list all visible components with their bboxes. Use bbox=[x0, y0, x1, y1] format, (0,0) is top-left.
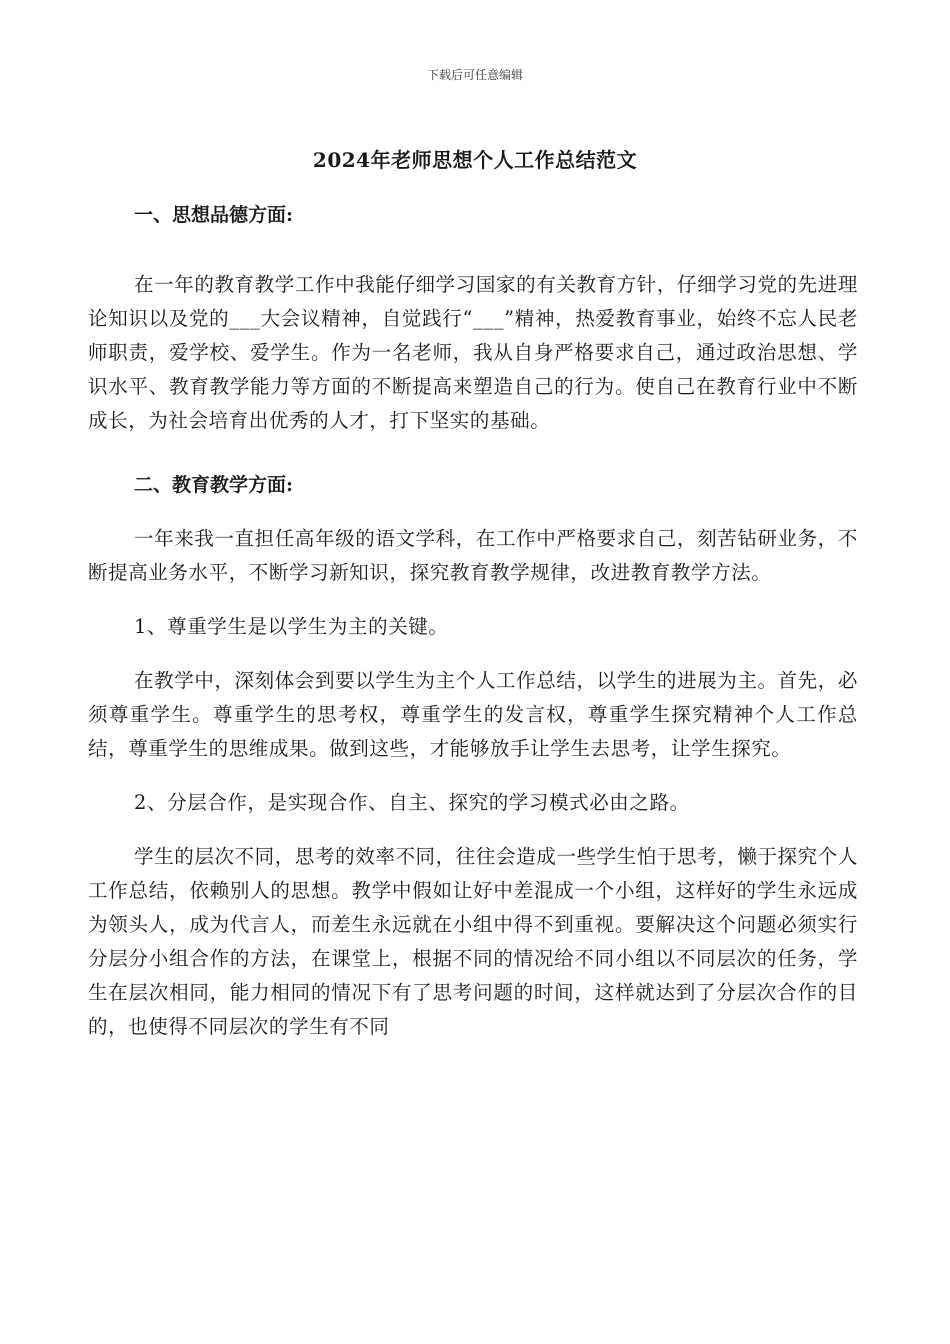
point2-title: 2、分层合作，是实现合作、自主、探究的学习模式必由之路。 bbox=[134, 791, 690, 814]
document-title: 2024年老师思想个人工作总结范文 bbox=[312, 148, 638, 172]
page-header-note: 下载后可任意编辑 bbox=[426, 68, 523, 82]
section2-intro: 一年来我一直担任高年级的语文学科，在工作中严格要求自己，刻苦钻研业务，不断提高业务水平，不断学习新知识，探究教育教学规律，改进教育教学方法。 bbox=[88, 527, 858, 584]
section2-heading: 二、教育教学方面: bbox=[134, 474, 294, 496]
point1-body: 在教学中，深刻体会到要以学生为主个人工作总结，以学生的进展为主。首先，必须尊重学生。尊重学生的思考权，尊重学生的发言权，尊重学生探究精神个人工作总结，尊重学生的思维成果。做到这些，才能够放手让学生去思考，让学生探究。 bbox=[88, 669, 858, 760]
point1-title: 1、尊重学生是以学生为主的关键。 bbox=[134, 615, 449, 638]
point2-body: 学生的层次不同，思考的效率不同，往往会造成一些学生怕于思考，懒于探究个人工作总结，依赖别人的思想。教学中假如让好中差混成一个小组，这样好的学生永远成为领头人，成为代言人，而差生永远就在小组中得不到重视。要解决这个问题必须实行分层分小组合作的方法，在课堂上，根据不同的情况给不同小组以不同层次的任务，学生在层次相同，能力相同的情况下有了思考问题的时间，这样就达到了分层次合作的目的，也使得不同层次的学生有不同 bbox=[88, 845, 858, 1038]
section1-paragraph: 在一年的教育教学工作中我能仔细学习国家的有关教育方针，仔细学习党的先进理论知识以及党的___大会议精神，自觉践行“___”精神，热爱教育事业，始终不忘人民老师职责，爱学校、爱学生。作为一名老师，我从自身严格要求自己，通过政治思想、学识水平、教育教学能力等方面的不断提高来塑造自己的行为。使自己在教育行业中不断成长，为社会培育出优秀的人才，打下坚实的基础。 bbox=[88, 273, 858, 432]
section1-heading: 一、思想品德方面: bbox=[134, 204, 294, 226]
document-body bbox=[88, 198, 858, 1044]
